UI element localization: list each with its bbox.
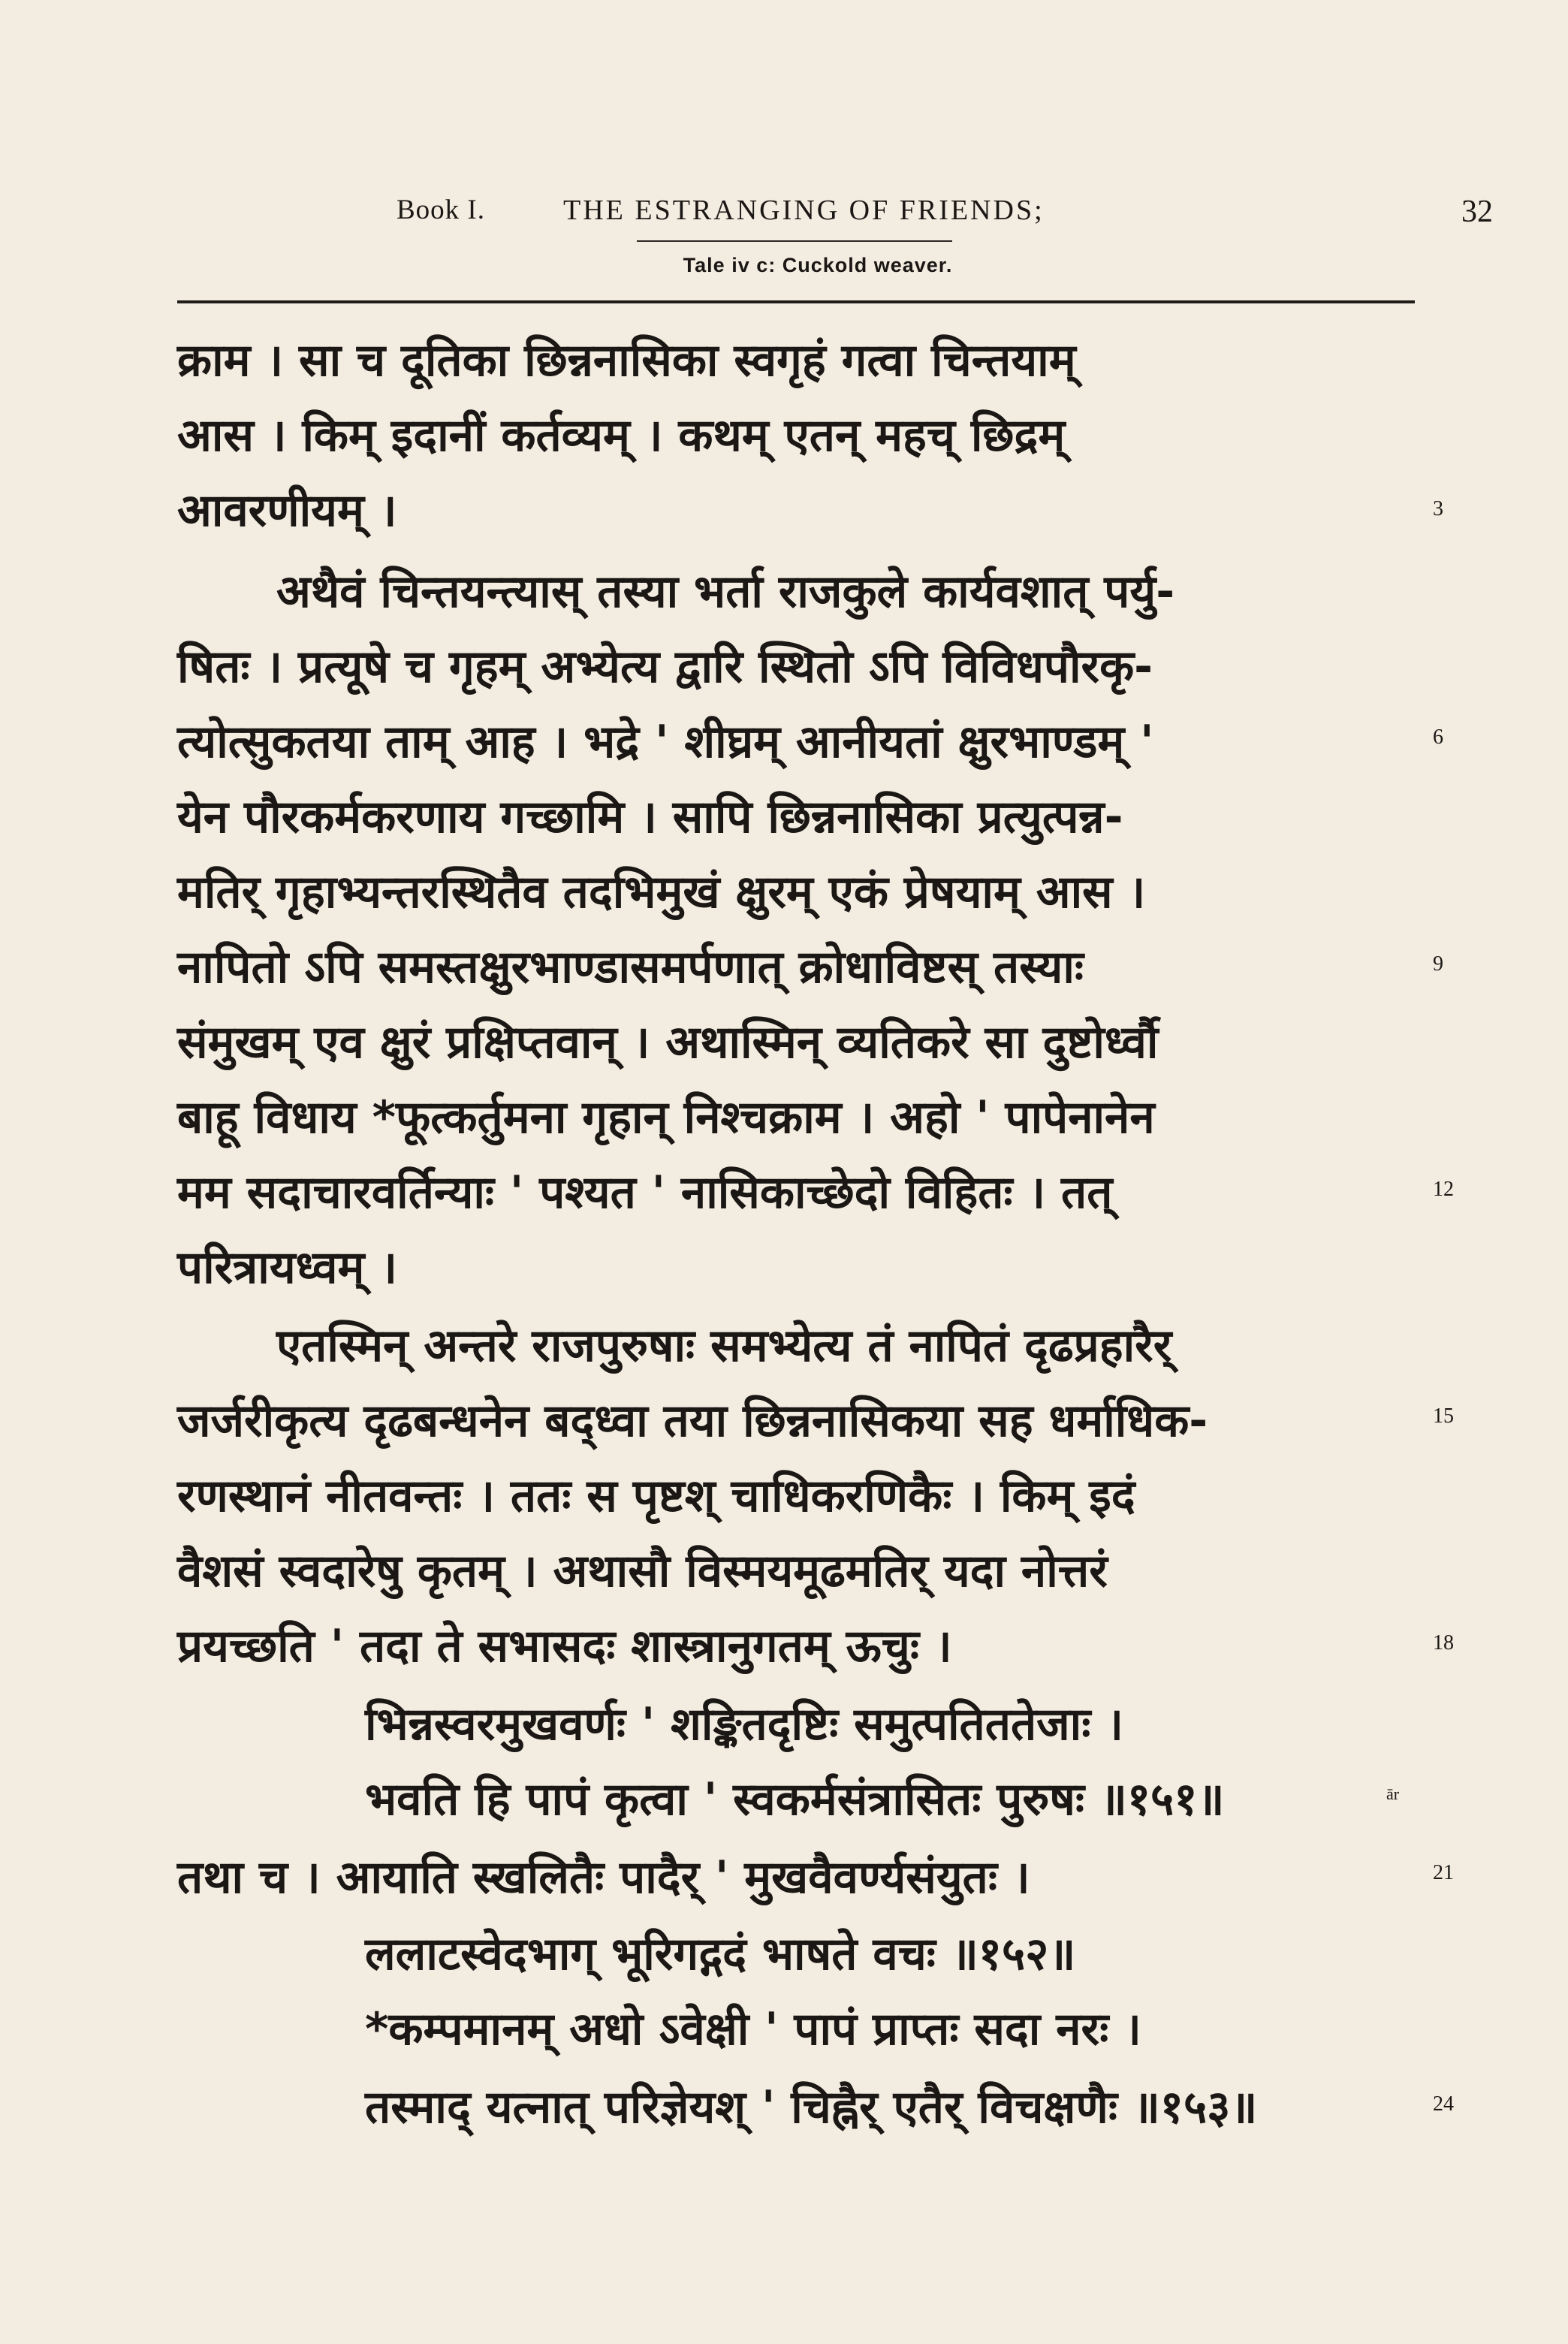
text-line: परित्रायध्वम् । [177, 1241, 398, 1294]
verse-line: भवति हि पापं कृत्वा ' स्वकर्मसंत्रासितः पुरुषः ॥१५१॥ [365, 1773, 1225, 1826]
margin-note: ār [1386, 1784, 1400, 1803]
line-number: 18 [1433, 1631, 1454, 1655]
text-line: अथैवं चिन्तयन्त्यास् तस्या भर्ता राजकुले कार्यवशात् पर्यु- [276, 566, 1175, 618]
title-underline [637, 240, 952, 242]
text-line: मम सदाचारवर्तिन्याः ' पश्यत ' नासिकाच्छेदो विहितः । तत् [177, 1166, 1113, 1219]
verse-line: ललाटस्वेदभाग् भूरिगद्गदं भाषते वचः ॥१५२॥ [365, 1928, 1076, 1980]
text-line: नापितो ऽपि समस्तक्षुरभाण्डासमर्पणात् क्रोधाविष्टस् तस्याः [177, 941, 1084, 994]
text-line: जर्जरीकृत्य दृढबन्धनेन बद्ध्वा तया छिन्ननासिकया सह धर्माधिक- [177, 1395, 1208, 1447]
text-line: संमुखम् एव क्षुरं प्रक्षिप्तवान् । अथास्मिन् व्यतिकरे सा दुष्टोर्ध्वौ [177, 1016, 1159, 1069]
line-number: 15 [1433, 1404, 1454, 1428]
text-line: तथा च । आयाति स्खलितैः पादैर् ' मुखवैवर्ण्यसंयुतः । [177, 1851, 1030, 1904]
text-line: बाहू विधाय *फूत्कर्तुमना गृहान् निश्चक्राम । अहो ' पापेनानेन [177, 1091, 1155, 1144]
text-line: वैशसं स्वदारेषु कृतम् । अथासौ विस्मयमूढमतिर् यदा नोत्तरं [177, 1545, 1108, 1597]
line-number: 9 [1433, 952, 1443, 976]
text-line: क्राम । सा च दूतिका छिन्ननासिका स्वगृहं गत्वा चिन्तयाम् [177, 334, 1076, 387]
text-line: येन पौरकर्मकरणाय गच्छामि । सापि छिन्ननासिका प्रत्युत्पन्न- [177, 791, 1123, 843]
line-number: 6 [1433, 726, 1443, 749]
book-label: Book I. [397, 195, 485, 225]
line-number: 24 [1433, 2092, 1454, 2116]
verse-line: भिन्नस्वरमुखवर्णः ' शङ्कितदृष्टिः समुत्पतिततेजाः । [365, 1698, 1123, 1751]
text-line: एतस्मिन् अन्तरे राजपुरुषाः समभ्येत्य तं नापितं दृढप्रहारैर् [276, 1320, 1172, 1372]
verse-line: तस्माद् यत्नात् परिज्ञेयश् ' चिह्नैर् एतैर् विचक्षणैः ॥१५३॥ [365, 2081, 1258, 2134]
line-number: 21 [1433, 1861, 1454, 1884]
text-line: मतिर् गृहाभ्यन्तरस्थितैव तदभिमुखं क्षुरम् एकं प्रेषयाम् आस । [177, 866, 1146, 919]
text-line: रणस्थानं नीतवन्तः । ततः स पृष्टश् चाधिकरणिकैः । किम् इदं [177, 1470, 1135, 1522]
verse-line: *कम्पमानम् अधो ऽवेक्षी ' पापं प्राप्तः सदा नरः । [365, 2003, 1141, 2056]
line-number: 3 [1433, 497, 1443, 520]
line-number: 12 [1433, 1178, 1454, 1201]
text-line: आस । किम् इदानीं कर्तव्यम् । कथम् एतन् महच् छिद्रम् [177, 409, 1066, 462]
text-line: आवरणीयम् । [177, 484, 397, 537]
text-line: षितः । प्रत्यूषे च गृहम् अभ्येत्य द्वारि स्थितो ऽपि विविधपौरकृ- [177, 641, 1153, 693]
page-number: 32 [1461, 195, 1493, 229]
running-head [173, 194, 1493, 239]
text-line: त्योत्सुकतया ताम् आह । भद्रे ' शीघ्रम् आनीयतां क्षुरभाण्डम् ' [177, 716, 1154, 768]
header-rule [177, 300, 1415, 303]
running-title: THE ESTRANGING OF FRIENDS; [563, 195, 1045, 226]
text-line: प्रयच्छति ' तदा ते सभासदः शास्त्रानुगतम् ऊचुः । [177, 1620, 952, 1673]
tale-subtitle: Tale iv c: Cuckold weaver. [683, 254, 953, 276]
